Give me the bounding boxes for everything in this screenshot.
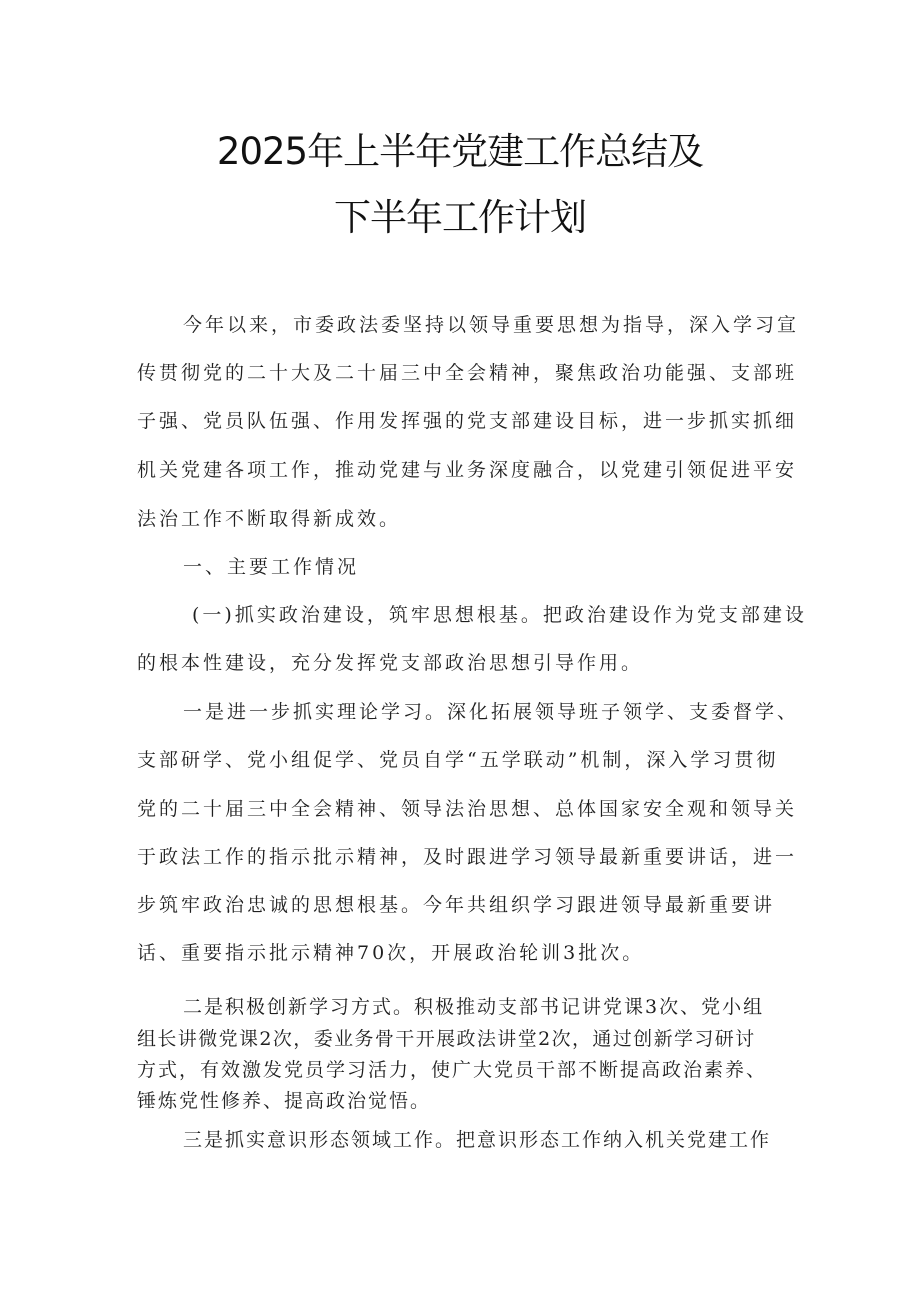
- paragraph-line: 支部研学、党小组促学、党员自学“五学联动”机制，深入学习贯彻: [137, 749, 779, 771]
- paragraph-line: 锤炼党性修养、提高政治觉悟。: [137, 1090, 432, 1112]
- section-heading: 一、主要工作情况: [183, 556, 360, 578]
- paragraph-line: 三是抓实意识形态领域工作。把意识形态工作纳入机关党建工作: [183, 1129, 772, 1151]
- paragraph-line: 步筑牢政治忠诚的思想根基。今年共组织学习跟进领导最新重要讲: [137, 894, 776, 916]
- paragraph-line: 党的二十届三中全会精神、领导法治思想、总体国家安全观和领导关: [137, 798, 798, 820]
- paragraph-line: 组长讲微党课2次，委业务骨干开展政法讲堂2次，通过创新学习研讨: [137, 1028, 756, 1050]
- paragraph-line: 传贯彻党的二十大及二十届三中全会精神，聚焦政治功能强、支部班: [137, 362, 798, 384]
- paragraph-line: 法治工作不断取得新成效。: [137, 508, 402, 530]
- document-title-line-2: 下半年工作计划: [334, 196, 586, 239]
- paragraph-line: 话、重要指示批示精神70次，开展政治轮训3批次。: [137, 942, 645, 964]
- paragraph-line: 机关党建各项工作，推动党建与业务深度融合，以党建引领促进平安: [137, 459, 798, 481]
- paragraph-line: 方式，有效激发党员学习活力，使广大党员干部不断提高政治素养、: [137, 1059, 768, 1081]
- paragraph-line: 今年以来，市委政法委坚持以领导重要思想为指导，深入学习宣: [183, 314, 800, 336]
- paragraph-line: 的根本性建设，充分发挥党支部政治思想引导作用。: [137, 652, 644, 674]
- document-title-line-1: 2025年上半年党建工作总结及: [216, 130, 704, 173]
- subsection-heading: (一)抓实政治建设，筑牢思想根基。把政治建设作为党支部建设: [192, 604, 807, 626]
- paragraph-line: 一是进一步抓实理论学习。深化拓展领导班子领学、支委督学、: [183, 701, 800, 723]
- paragraph-line: 二是积极创新学习方式。积极推动支部书记讲党课3次、党小组: [183, 996, 765, 1018]
- paragraph-line: 于政法工作的指示批示精神，及时跟进学习领导最新重要讲话，进一: [137, 846, 798, 868]
- paragraph-line: 子强、党员队伍强、作用发挥强的党支部建设目标，进一步抓实抓细: [137, 410, 798, 432]
